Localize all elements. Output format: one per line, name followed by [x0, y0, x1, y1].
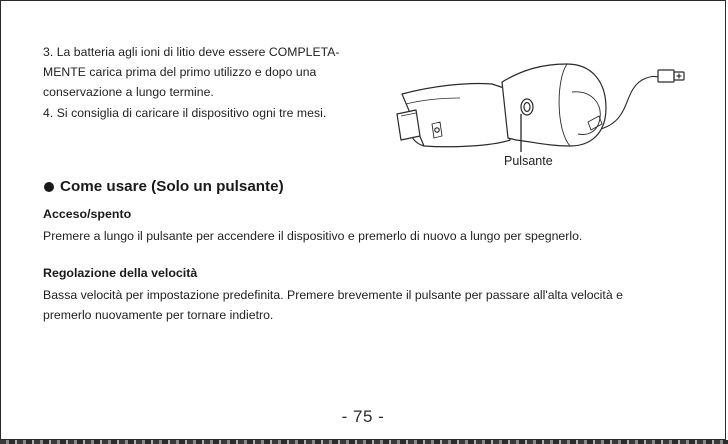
section-title: [44, 178, 284, 195]
section-title-text: Come usare (Solo un pulsante): [60, 178, 284, 195]
power-text: Premere a lungo il pulsante per accendere il dispositivo e premerlo di nuovo a lungo per spegnerlo.: [43, 229, 583, 243]
device-handle: [402, 83, 510, 146]
speed-heading: Regolazione della velocità: [43, 266, 198, 280]
power-heading: Acceso/spento: [43, 207, 132, 221]
battery-notes: [43, 42, 389, 123]
device-body: [502, 64, 606, 146]
button-callout-label: Pulsante: [504, 154, 553, 168]
power-button-icon: [521, 99, 533, 115]
page-number: - 75 -: [341, 407, 385, 426]
note-3-line-2: MENTE carica prima del primo utilizzo e dopo una: [43, 65, 317, 80]
note-3-line-3: conservazione a lungo termine.: [43, 85, 214, 100]
usb-plug: [658, 70, 674, 82]
speed-text-line-1: Bassa velocità per impostazione predefinita. Premere brevemente il pulsante per passare all'alta velocità e: [43, 288, 623, 302]
speed-text-line-2: premerlo nuovamente per tornare indietro.: [43, 308, 274, 322]
bottom-edge-strip: [0, 440, 728, 444]
note-3-line-1: 3. La batteria agli ioni di litio deve essere COMPLETA-: [43, 45, 340, 59]
note-4: 4. Si consiglia di caricare il dispositivo ogni tre mesi.: [43, 105, 327, 120]
bullet-icon: [44, 182, 54, 192]
